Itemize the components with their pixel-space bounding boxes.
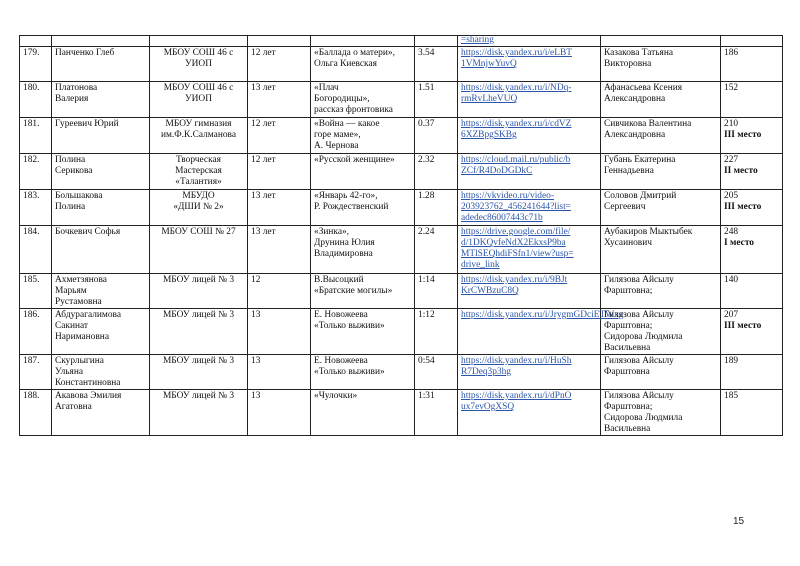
work-title-line: Владимировна <box>314 249 373 259</box>
participant-name-line: Полина <box>55 155 86 165</box>
link-cell <box>458 309 624 355</box>
participant-age: 13 лет <box>251 227 276 237</box>
link-cell <box>458 154 601 190</box>
video-link-line[interactable]: https://vkvideo.ru/video- <box>461 191 554 201</box>
participant-name-line: Полина <box>55 202 86 212</box>
score-cell <box>721 118 783 154</box>
participant-age: 13 <box>251 310 261 320</box>
row-number: 182. <box>23 155 40 165</box>
teacher-name-line: Сидорова Людмила <box>604 332 683 342</box>
row-number-cell <box>20 355 52 390</box>
work-title-line: «Плач <box>314 83 339 93</box>
score-value: 227 <box>724 155 739 165</box>
participant-name-cell <box>52 309 150 355</box>
teacher-name-line: Александровна <box>604 94 666 104</box>
work-cell <box>311 47 415 82</box>
score-cell <box>721 390 783 436</box>
work-title-line: «Январь 42-го», <box>314 191 378 201</box>
participant-name-cell <box>52 390 150 436</box>
school-cell <box>150 47 248 82</box>
work-title-line: А. Чернова <box>314 141 359 151</box>
row-number: 183. <box>23 191 40 201</box>
age-cell <box>248 82 311 118</box>
teacher-name-line: Васильевна <box>604 343 651 353</box>
link-cell <box>458 118 601 154</box>
table-row <box>20 82 783 118</box>
participant-age: 13 <box>251 356 261 366</box>
age-cell <box>248 47 311 82</box>
score-cell <box>721 355 783 390</box>
school-line: Творческая <box>176 155 221 165</box>
row-number-cell <box>20 118 52 154</box>
teacher-name-line: Фарштовна; <box>604 402 653 412</box>
school-line: МБОУ СОШ 46 с <box>163 48 234 58</box>
video-link-line[interactable]: adedec86007443c71b <box>461 213 543 223</box>
time-cell <box>415 154 458 190</box>
work-title-line: «Братские могилы» <box>314 286 393 296</box>
work-cell <box>311 274 415 309</box>
teacher-cell <box>601 154 721 190</box>
score-value: 205 <box>724 191 739 201</box>
school-cell <box>150 82 248 118</box>
participant-name-line: Серикова <box>55 166 93 176</box>
place-badge: I место <box>724 238 754 248</box>
work-title-line: В.Высоцкий <box>314 275 364 285</box>
teacher-cell <box>601 190 721 226</box>
participant-name-line: Платонова <box>55 83 98 93</box>
row-number: 185. <box>23 275 40 285</box>
row-number: 184. <box>23 227 40 237</box>
row-number-cell <box>20 390 52 436</box>
school-cell <box>150 154 248 190</box>
time-cell <box>415 309 458 355</box>
table-row <box>20 309 783 355</box>
work-title-line: рассказ фронтовика <box>314 105 393 115</box>
participant-name-line: Бочкевич Софья <box>55 227 121 237</box>
teacher-name-line: Казакова Татьяна <box>604 48 674 58</box>
teacher-name-line: Фарштовна; <box>604 321 653 331</box>
video-link-line[interactable]: https://drive.google.com/file/ <box>461 227 571 237</box>
school-line: им.Ф.К.Салманова <box>160 130 236 140</box>
performance-time: 0.37 <box>418 119 435 129</box>
work-title-line: «Зинка», <box>314 227 350 237</box>
teacher-name-line: Сидорова Людмила <box>604 413 683 423</box>
score-value: 186 <box>724 48 739 58</box>
link-cell <box>458 226 601 274</box>
score-value: 248 <box>724 227 739 237</box>
teacher-name-line: Фарштовна; <box>604 286 653 296</box>
work-title-line: «Война — какое <box>314 119 380 129</box>
school-cell <box>150 190 248 226</box>
work-title-line: Р. Рождественский <box>314 202 389 212</box>
video-link-line[interactable]: drive_link <box>461 260 500 270</box>
age-cell <box>248 154 311 190</box>
results-table <box>19 35 783 436</box>
video-link-line[interactable]: https://disk.yandex.ru/i/cdVZ <box>461 119 572 129</box>
work-title-line: «Русской женщине» <box>314 155 395 165</box>
row-number: 181. <box>23 119 40 129</box>
row-number-cell <box>20 274 52 309</box>
video-link-line[interactable]: R7Deq3p3hg <box>461 367 511 377</box>
participant-name-cell <box>52 190 150 226</box>
video-link-line[interactable]: https://disk.yandex.ru/i/HuSh <box>461 356 572 366</box>
school-line: МБОУ лицей № 3 <box>162 275 235 285</box>
performance-time: 2.24 <box>418 227 435 237</box>
age-cell <box>248 226 311 274</box>
video-link-line[interactable]: ZCf/R4DoDGDkC <box>461 166 533 176</box>
row-number-cell <box>20 154 52 190</box>
teacher-name-line: Афанасьева Ксения <box>604 83 683 93</box>
work-cell <box>311 309 415 355</box>
time-cell <box>415 82 458 118</box>
teacher-name-line: Губань Екатерина <box>604 155 676 165</box>
score-value: 185 <box>724 391 739 401</box>
score-value: 210 <box>724 119 739 129</box>
link-cell <box>458 47 601 82</box>
table-row <box>20 390 783 436</box>
participant-name-line: Акавова Эмилия <box>55 391 122 401</box>
time-cell <box>415 274 458 309</box>
participant-name-line: Панченко Глеб <box>55 48 115 58</box>
video-link-line[interactable]: https://cloud.mail.ru/public/b <box>461 155 571 165</box>
participant-age: 12 <box>251 275 261 285</box>
work-title-line: горе маме», <box>314 130 361 140</box>
participant-name-cell <box>52 226 150 274</box>
score-cell <box>721 154 783 190</box>
school-cell <box>150 118 248 154</box>
participant-age: 13 <box>251 391 261 401</box>
row-number: 180. <box>23 83 40 93</box>
score-cell <box>721 309 783 355</box>
performance-time: 1:12 <box>418 310 435 320</box>
teacher-name-line: Хусаинович <box>604 238 652 248</box>
performance-time: 1:14 <box>418 275 435 285</box>
video-link-line[interactable]: rmRvLheVUQ <box>461 94 518 104</box>
participant-name-line: Наримановна <box>55 332 109 342</box>
video-link-line[interactable]: 203923762_456241644?list= <box>461 202 571 212</box>
participant-name-cell <box>52 154 150 190</box>
work-title-line: «Только выживи» <box>314 367 385 377</box>
video-link-line[interactable]: 6XZBpgSKBg <box>461 130 517 140</box>
participant-age: 13 лет <box>251 83 276 93</box>
participant-name-cell <box>52 274 150 309</box>
video-link-line[interactable]: 1VMnjwYuvQ <box>461 59 517 69</box>
participant-name-line: Агатовна <box>55 402 92 412</box>
performance-time: 2.32 <box>418 155 435 165</box>
work-cell <box>311 118 415 154</box>
participant-name-cell <box>52 82 150 118</box>
video-link-line[interactable]: https://disk.yandex.ru/i/NDq- <box>461 83 572 93</box>
work-cell <box>311 226 415 274</box>
teacher-name-line: Гилязова Айсылу <box>604 275 674 285</box>
participant-name-line: Рустамовна <box>55 297 102 307</box>
work-cell <box>311 82 415 118</box>
school-cell <box>150 274 248 309</box>
performance-time: 1.51 <box>418 83 435 93</box>
row-number: 188. <box>23 391 40 401</box>
time-cell <box>415 190 458 226</box>
participant-name-line: Константиновна <box>55 378 121 388</box>
age-cell <box>248 355 311 390</box>
place-badge: III место <box>724 130 762 140</box>
school-line: МБУДО <box>182 191 215 201</box>
link-cell <box>458 190 601 226</box>
school-cell <box>150 309 248 355</box>
teacher-cell <box>601 274 721 309</box>
work-title-line: «Только выживи» <box>314 321 385 331</box>
link-cell <box>458 390 601 436</box>
work-title-line: Друнина Юлия <box>314 238 375 248</box>
video-link-line[interactable]: https://disk.yandex.ru/i/dPnO <box>461 391 572 401</box>
teacher-name-line: Аубакиров Мыктыбек <box>604 227 693 237</box>
participant-name-line: Абдурагалимова <box>55 310 122 320</box>
row-number-cell <box>20 47 52 82</box>
participant-name-line: Скурлыгина <box>55 356 104 366</box>
work-cell <box>311 390 415 436</box>
table-row <box>20 47 783 82</box>
teacher-name-line: Геннадьевна <box>604 166 654 176</box>
teacher-cell <box>601 390 721 436</box>
teacher-cell <box>601 309 721 355</box>
score-value: 152 <box>724 83 739 93</box>
participant-name-line: Валерия <box>55 94 89 104</box>
participant-name-line: Ульяна <box>55 367 84 377</box>
age-cell <box>248 118 311 154</box>
link-cell-continued <box>458 36 601 47</box>
teacher-name-line: Васильевна <box>604 424 651 434</box>
score-value: 189 <box>724 356 739 366</box>
table-row <box>20 154 783 190</box>
teacher-name-line: Фарштовна <box>604 367 650 377</box>
link-cell <box>458 274 601 309</box>
teacher-name-line: Гилязова Айсылу <box>604 310 674 320</box>
table-row <box>20 274 783 309</box>
row-number: 179. <box>23 48 40 58</box>
work-cell <box>311 154 415 190</box>
performance-time: 0:54 <box>418 356 435 366</box>
video-link-line[interactable]: https://disk.yandex.ru/i/eLBT <box>461 48 572 58</box>
school-line: МБОУ гимназия <box>165 119 232 129</box>
row-number-cell <box>20 190 52 226</box>
work-cell <box>311 355 415 390</box>
table-row-continued <box>20 36 783 47</box>
row-number-cell <box>20 309 52 355</box>
participant-name-line: Сакинат <box>55 321 89 331</box>
work-title-line: Е. Новожеева <box>314 356 368 366</box>
teacher-cell <box>601 226 721 274</box>
video-link-line[interactable]: https://disk.yandex.ru/i/JrygmGDciETWxg <box>461 310 624 320</box>
participant-name-line: Ахметзянова <box>55 275 107 285</box>
participant-name-line: Гуреевич Юрий <box>55 119 119 129</box>
school-line: МБОУ лицей № 3 <box>162 310 235 320</box>
school-line: Мастерская <box>175 166 222 176</box>
school-line: УИОП <box>185 59 212 69</box>
link-cell <box>458 355 601 390</box>
table-row <box>20 226 783 274</box>
school-line: МБОУ лицей № 3 <box>162 356 235 366</box>
teacher-name-line: Сивчикова Валентина <box>604 119 692 129</box>
teacher-cell <box>601 82 721 118</box>
video-link-line[interactable]: MTlSEQhdiFSfn1/view?usp= <box>461 249 574 259</box>
score-cell <box>721 47 783 82</box>
link-continued-tail[interactable]: =sharing <box>461 35 494 45</box>
table-row <box>20 355 783 390</box>
page-number: 15 <box>733 516 745 527</box>
teacher-name-line: Соловов Дмитрий <box>604 191 677 201</box>
place-badge: III место <box>724 202 762 212</box>
teacher-name-line: Гилязова Айсылу <box>604 391 674 401</box>
table-row <box>20 190 783 226</box>
age-cell <box>248 309 311 355</box>
participant-name-line: Марьям <box>55 286 87 296</box>
time-cell <box>415 390 458 436</box>
participant-name-line: Большакова <box>55 191 103 201</box>
score-cell <box>721 190 783 226</box>
link-cell <box>458 82 601 118</box>
place-badge: III место <box>724 321 762 331</box>
school-line: «ДШИ № 2» <box>173 202 224 212</box>
performance-time: 3.54 <box>418 48 435 58</box>
school-line: МБОУ СОШ 46 с <box>163 83 234 93</box>
score-value: 140 <box>724 275 739 285</box>
performance-time: 1.28 <box>418 191 435 201</box>
age-cell <box>248 390 311 436</box>
time-cell <box>415 355 458 390</box>
participant-name-cell <box>52 355 150 390</box>
work-title-line: Ольга Киевская <box>314 59 377 69</box>
video-link-line[interactable]: KrCWBzuC8Q <box>461 286 519 296</box>
teacher-name-line: Александровна <box>604 130 666 140</box>
score-value: 207 <box>724 310 739 320</box>
age-cell <box>248 274 311 309</box>
school-line: «Талантия» <box>175 177 222 187</box>
school-cell <box>150 226 248 274</box>
participant-age: 12 лет <box>251 155 276 165</box>
teacher-cell <box>601 47 721 82</box>
row-number-cell <box>20 226 52 274</box>
school-line: МБОУ лицей № 3 <box>162 391 235 401</box>
teacher-cell <box>601 355 721 390</box>
table-row <box>20 118 783 154</box>
time-cell <box>415 226 458 274</box>
participant-name-cell <box>52 118 150 154</box>
video-link-line[interactable]: d/1DKQvfeNdX2EkxsP9ba <box>461 238 566 248</box>
teacher-name-line: Сергеевич <box>604 202 646 212</box>
participant-name-cell <box>52 47 150 82</box>
video-link-line[interactable]: ux7evOgXSQ <box>461 402 515 412</box>
school-cell <box>150 390 248 436</box>
work-title-line: Е. Новожеева <box>314 310 368 320</box>
time-cell <box>415 47 458 82</box>
age-cell <box>248 190 311 226</box>
score-cell <box>721 274 783 309</box>
work-title-line: Богородицы», <box>314 94 370 104</box>
row-number-cell <box>20 82 52 118</box>
score-cell <box>721 82 783 118</box>
participant-age: 12 лет <box>251 48 276 58</box>
place-badge: II место <box>724 166 758 176</box>
time-cell <box>415 118 458 154</box>
school-cell <box>150 355 248 390</box>
school-line: УИОП <box>185 94 212 104</box>
work-title-line: «Чулочки» <box>314 391 358 401</box>
row-number: 186. <box>23 310 40 320</box>
participant-age: 12 лет <box>251 119 276 129</box>
performance-time: 1:31 <box>418 391 435 401</box>
participant-age: 13 лет <box>251 191 276 201</box>
work-cell <box>311 190 415 226</box>
video-link-line[interactable]: https://disk.yandex.ru/i/9BJt <box>461 275 568 285</box>
teacher-cell <box>601 118 721 154</box>
row-number: 187. <box>23 356 40 366</box>
score-cell <box>721 226 783 274</box>
work-title-line: «Баллада о матери», <box>314 48 395 58</box>
teacher-name-line: Гилязова Айсылу <box>604 356 674 366</box>
school-line: МБОУ СОШ № 27 <box>161 227 236 237</box>
teacher-name-line: Викторовна <box>604 59 652 69</box>
